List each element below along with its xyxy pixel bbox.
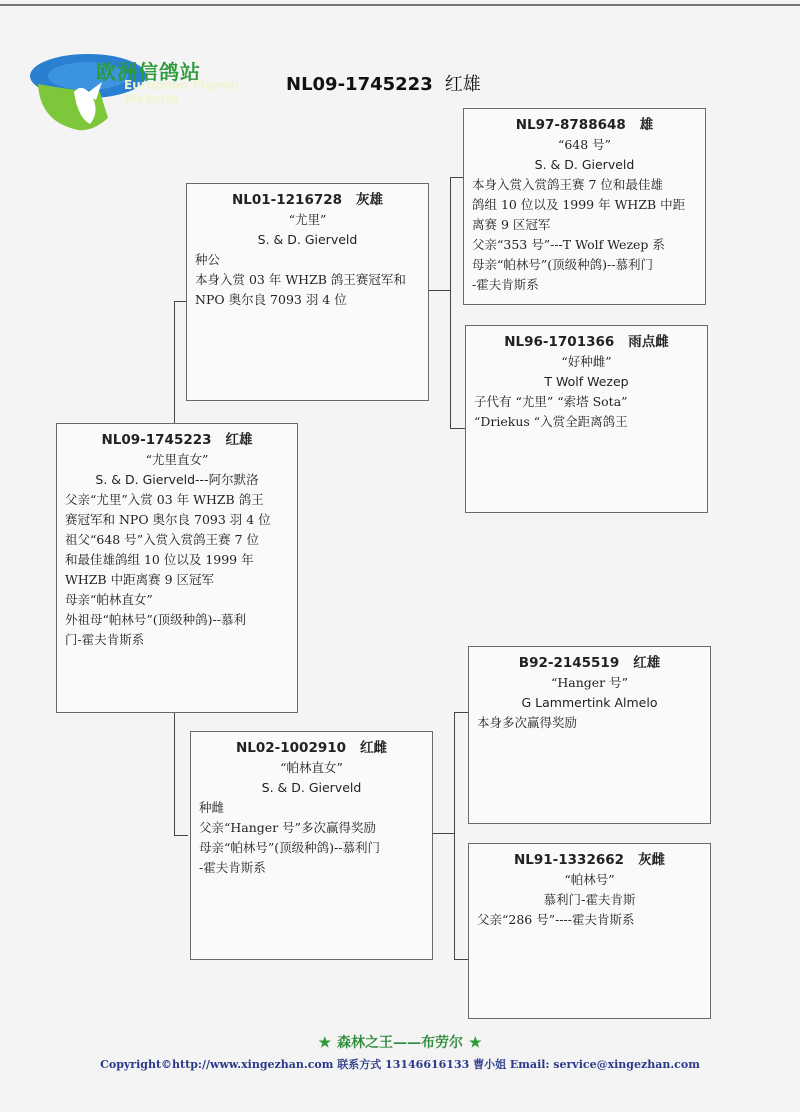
sire-sire-line: 鸽组 10 位以及 1999 年 WHZB 中距 xyxy=(472,197,686,212)
sire-ring: NL01-1216728 xyxy=(231,192,343,208)
dam-dam-sex: 灰雌 xyxy=(638,852,666,868)
dam-dam-ring: NL91-1332662 xyxy=(513,852,625,868)
subject-line: 母亲“帕林直女” xyxy=(65,592,153,607)
logo-chinese-text: 欧洲信鸽站 xyxy=(96,60,201,84)
dam-sex: 红雌 xyxy=(360,740,388,756)
title-sex: 红雄 xyxy=(444,74,481,95)
sire-dam-line: “Driekus “入赏全距离鸽王 xyxy=(474,414,628,429)
subject-line: WHZB 中距离赛 9 区冠军 xyxy=(65,572,214,587)
footer-copyright: Copyright©http://www.xingezhan.com 联系方式 13146616133 曹小姐 Email: service@xingezhan.com xyxy=(100,1058,700,1071)
subject-pigeon-card xyxy=(56,423,298,713)
connector-sire xyxy=(174,301,175,423)
connector-dam-stub xyxy=(174,835,188,836)
subject-line: 和最佳雄鸽组 10 位以及 1999 年 xyxy=(65,552,254,567)
dam-card xyxy=(190,731,433,960)
title-ring: NL09-1745223 xyxy=(286,74,433,95)
subject-ring: NL09-1745223 xyxy=(101,432,212,448)
sire-breeder: S. & D. Gierveld xyxy=(257,232,358,247)
connector-dam-vertical xyxy=(454,712,455,960)
connector-sire-dam xyxy=(450,428,465,429)
sire-dam-sex: 雨点雌 xyxy=(628,334,669,350)
sire-sire-line: 本身入赏入赏鸽王赛 7 位和最佳雄 xyxy=(472,177,663,192)
subject-header xyxy=(65,430,289,450)
dam-line: 种雌 xyxy=(199,800,225,815)
sire-line: NPO 奥尔良 7093 羽 4 位 xyxy=(195,292,347,307)
dam-dam-line: 父亲“286 号”----霍夫肯斯系 xyxy=(477,912,635,927)
connector-sire-stub xyxy=(174,301,186,302)
dam-dam-header xyxy=(477,850,702,870)
sire-sire-header xyxy=(472,115,697,135)
dam-sire-line: 本身多次赢得奖励 xyxy=(477,715,578,730)
connector-dam-dam xyxy=(454,959,468,960)
dam-dam-name: “帕林号” xyxy=(564,872,615,887)
subject-line: 祖父“648 号”入赏入赏鸽王赛 7 位 xyxy=(65,532,260,547)
dam-sire-breeder: G Lammertink Almelo xyxy=(521,695,658,710)
subject-line: 赛冠军和 NPO 奥尔良 7093 羽 4 位 xyxy=(65,512,271,527)
dam-line: 母亲“帕林号”(顶级种鸽)--慕利门 xyxy=(199,840,380,855)
sire-dam-card xyxy=(465,325,708,513)
logo-english-text xyxy=(124,78,239,106)
sire-sire-ring: NL97-8788648 xyxy=(515,117,626,133)
sire-dam-ring: NL96-1701366 xyxy=(504,334,615,350)
sire-dam-header xyxy=(474,332,699,352)
sire-card xyxy=(186,183,429,401)
logo-english-line1: European Pigeon xyxy=(124,78,239,92)
dam-breeder: S. & D. Gierveld xyxy=(261,780,362,795)
connector-sire-right xyxy=(428,290,450,291)
top-border-line xyxy=(0,4,800,6)
star-icon: ★ xyxy=(469,1035,482,1051)
subject-line: 父亲“尤里”入赏 03 年 WHZB 鸽王 xyxy=(65,492,264,507)
dam-header xyxy=(199,738,424,758)
connector-dam-sire xyxy=(454,712,468,713)
subject-sex: 红雄 xyxy=(225,432,253,448)
sire-line: 本身入赏 03 年 WHZB 鸽王赛冠军和 xyxy=(195,272,406,287)
sire-name: “尤里” xyxy=(288,212,327,227)
sire-dam-name: “好种雌” xyxy=(561,354,612,369)
dam-sire-name: “Hanger 号” xyxy=(550,675,629,690)
subject-line: 门-霍夫肯斯系 xyxy=(65,632,145,647)
dam-sire-card xyxy=(468,646,711,824)
sire-sire-breeder: S. & D. Gierveld xyxy=(534,157,635,172)
dam-name: “帕林直女” xyxy=(280,760,343,775)
sire-header xyxy=(195,190,420,210)
sire-dam-line: 子代有 “尤里” “索塔 Sota” xyxy=(474,394,628,409)
sire-sire-line: -霍夫肯斯系 xyxy=(472,277,539,292)
logo-english-line2: Website xyxy=(124,92,179,106)
footer-slogan xyxy=(0,1032,800,1052)
dam-sire-sex: 红雄 xyxy=(633,655,661,671)
page-title xyxy=(286,70,481,96)
dam-line: 父亲“Hanger 号”多次赢得奖励 xyxy=(199,820,377,835)
sire-dam-breeder: T Wolf Wezep xyxy=(544,374,629,389)
dam-dam-card xyxy=(468,843,711,1019)
dam-sire-header xyxy=(477,653,702,673)
footer-slogan-text: 森林之王——布劳尔 xyxy=(337,1035,463,1051)
dam-ring: NL02-1002910 xyxy=(235,740,347,756)
sire-sire-line: 离赛 9 区冠军 xyxy=(472,217,551,232)
dam-sire-ring: B92-2145519 xyxy=(518,655,620,671)
connector-dam-right xyxy=(432,833,454,834)
sire-sex: 灰雄 xyxy=(356,192,384,208)
subject-name: “尤里直女” xyxy=(145,452,209,467)
sire-sire-name: “648 号” xyxy=(557,137,612,152)
sire-sire-card xyxy=(463,108,706,305)
sire-sire-line: 父亲“353 号”---T Wolf Wezep 系 xyxy=(472,237,665,252)
subject-breeder: S. & D. Gierveld---阿尔默洛 xyxy=(95,472,259,487)
connector-dam xyxy=(174,712,175,836)
connector-sire-sire xyxy=(450,177,463,178)
sire-line: 种公 xyxy=(195,252,221,267)
star-icon: ★ xyxy=(318,1035,331,1051)
dam-line: -霍夫肯斯系 xyxy=(199,860,266,875)
sire-sire-line: 母亲“帕林号”(顶级种鸽)--慕利门 xyxy=(472,257,653,272)
sire-sire-sex: 雄 xyxy=(639,117,654,133)
connector-sire-vertical xyxy=(450,177,451,429)
dam-dam-breeder: 慕利门-霍夫肯斯 xyxy=(543,892,636,907)
subject-line: 外祖母“帕林号”(顶级种鸽)--慕利 xyxy=(65,612,246,627)
